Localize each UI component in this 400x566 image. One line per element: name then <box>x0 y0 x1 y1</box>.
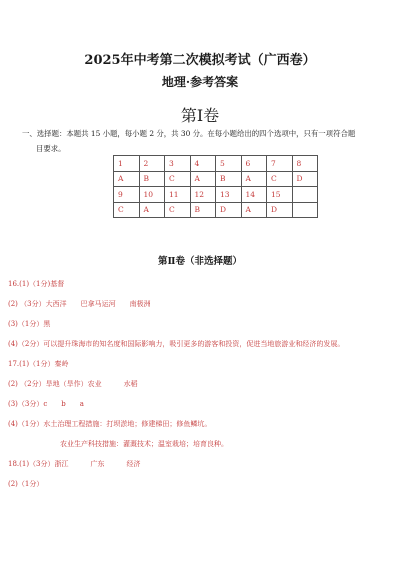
q16-line-2 <box>8 299 151 309</box>
q18-answer-factor: 经济 <box>126 460 141 468</box>
table-cell <box>292 187 318 203</box>
q17-line-1: 17.(1)（1分）秦岭 <box>8 360 69 368</box>
q16-line-1: 16.(1)（1分)基督 <box>8 280 65 288</box>
q17-answer-b: b <box>61 400 66 408</box>
table-cell: A <box>114 171 140 187</box>
part2-title: 第Ⅱ卷（非选择题） <box>157 256 242 267</box>
q17-line-2-prefix: (2) （2分）旱地（旱作）农业 <box>8 380 102 388</box>
table-row <box>114 156 318 172</box>
q18-line-2: (2)（1分） <box>8 480 44 488</box>
q16-answer-continent: 南极洲 <box>129 300 151 308</box>
table-cell: B <box>139 171 165 187</box>
table-cell: D <box>292 171 318 187</box>
table-cell: 15 <box>267 187 293 203</box>
q16-answer-canal: 巴拿马运河 <box>80 300 116 308</box>
table-cell: C <box>267 171 293 187</box>
table-cell: 11 <box>165 187 191 203</box>
table-cell: 7 <box>267 156 293 172</box>
q17-line-3-prefix: (3)（3分）c <box>8 400 48 408</box>
instruction-line-1: 一、选择题：本题共 15 小题，每小题 2 分，共 30 分。在每小题给出的四个选项中，只有一项符合题 <box>22 129 356 138</box>
table-cell: A <box>241 202 267 218</box>
q17-line-4: (4)（1分）水土治理工程措施：打坝淤地；修建梯田；修鱼鳞坑。 <box>8 420 212 428</box>
table-cell: A <box>190 171 216 187</box>
exam-subtitle: 地理·参考答案 <box>161 75 239 89</box>
table-cell: 13 <box>216 187 242 203</box>
table-row <box>114 187 318 203</box>
table-cell: C <box>165 171 191 187</box>
table-cell: B <box>190 202 216 218</box>
table-cell: 2 <box>139 156 165 172</box>
table-cell <box>292 202 318 218</box>
q17-line-2 <box>8 379 138 389</box>
table-cell: 5 <box>216 156 242 172</box>
instruction-line-2: 目要求。 <box>36 144 66 153</box>
answer-table <box>113 155 318 218</box>
table-cell: C <box>165 202 191 218</box>
part1-title: 第Ⅰ卷 <box>180 106 220 125</box>
q16-line-4: (4)（2分）可以提升珠海市的知名度和国际影响力，吸引更多的游客和投资，促进当地旅游业和经济的发展。 <box>8 340 345 348</box>
table-cell: D <box>267 202 293 218</box>
q18-line-1-prefix: 18.(1)（3分）浙江 <box>8 460 69 468</box>
q17-line-5: 农业生产科技措施：灌溉技术；温室栽培；培育良种。 <box>60 440 228 448</box>
choice-instructions <box>22 126 384 156</box>
table-cell: A <box>241 171 267 187</box>
table-cell: 3 <box>165 156 191 172</box>
table-cell: A <box>139 202 165 218</box>
q17-answer-a: a <box>79 400 84 408</box>
table-cell: 6 <box>241 156 267 172</box>
table-cell: 14 <box>241 187 267 203</box>
table-cell: D <box>216 202 242 218</box>
q17-answer-crop: 水稻 <box>123 380 138 388</box>
table-cell: 12 <box>190 187 216 203</box>
table-cell: C <box>114 202 140 218</box>
table-cell: 8 <box>292 156 318 172</box>
q16-line-3: (3)（1分）黑 <box>8 320 51 328</box>
table-row <box>114 202 318 218</box>
table-cell: 4 <box>190 156 216 172</box>
q17-line-3 <box>8 399 84 409</box>
table-row <box>114 171 318 187</box>
table-cell: B <box>216 171 242 187</box>
table-cell: 9 <box>114 187 140 203</box>
q18-answer-province: 广东 <box>90 460 105 468</box>
q16-line-2-prefix: (2) （3分）大西洋 <box>8 300 67 308</box>
table-cell: 1 <box>114 156 140 172</box>
table-cell: 10 <box>139 187 165 203</box>
q18-line-1 <box>8 459 141 469</box>
exam-title: 2025年中考第二次模拟考试（广西卷） <box>84 53 316 68</box>
